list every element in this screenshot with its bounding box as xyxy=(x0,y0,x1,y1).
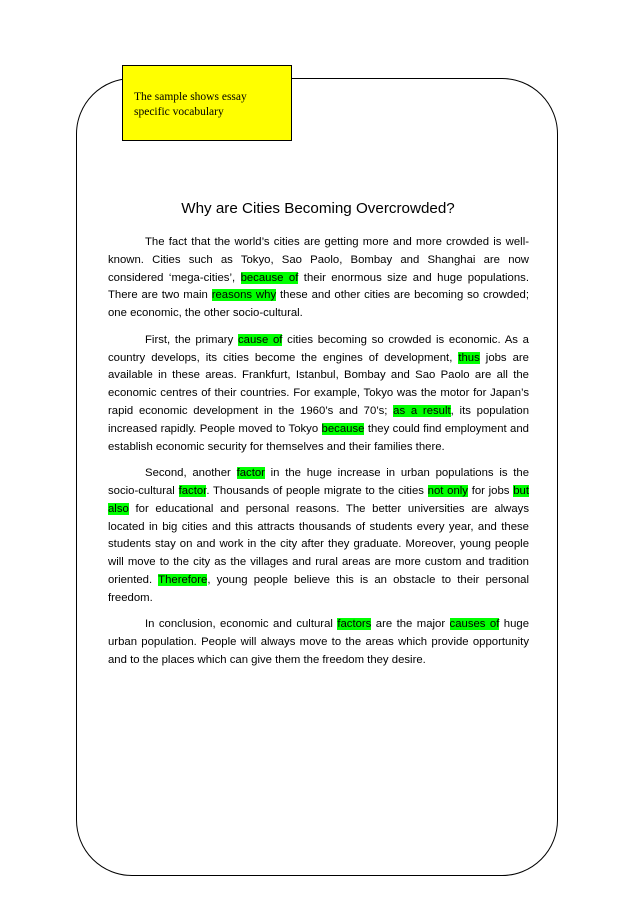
annotation-line-1: The sample shows essay xyxy=(134,91,247,103)
annotation-callout xyxy=(122,65,292,141)
highlighted-term: thus xyxy=(458,351,480,364)
highlighted-term: Therefore xyxy=(158,573,208,586)
text-run: cities becoming so crowded is economic. As a country develops, its cities become the engines of development, xyxy=(108,333,529,364)
essay-paragraph-intro xyxy=(108,234,529,323)
highlighted-term: not only xyxy=(427,484,468,497)
text-run: for jobs xyxy=(467,484,514,497)
highlighted-term: as a result xyxy=(393,404,451,417)
text-run: , young people believe this is an obstacle to their personal freedom. xyxy=(108,573,530,604)
essay-paragraph-conclusion xyxy=(108,616,529,669)
text-run: in the huge increase in urban populations is the socio-cultural xyxy=(108,467,530,497)
text-run: Second, another xyxy=(145,467,237,480)
text-run: their enormous size and huge populations. There are two main xyxy=(108,271,529,302)
text-run: jobs are available in these areas. Frankfurt, Istanbul, Bombay and Sao Paolo are all the economic centres of their countries. For example, Tokyo was the motor for Japan’s rapid economic development in the 1960’s and 70’s; xyxy=(108,351,529,417)
text-run: , its population increased rapidly. People moved to Tokyo xyxy=(108,404,529,435)
text-run: they could find employment and establish economic security for themselves and their families there. xyxy=(108,422,529,453)
highlighted-term: because of xyxy=(240,271,299,284)
highlighted-term: factor xyxy=(236,467,265,480)
annotation-line-2: specific vocabulary xyxy=(134,106,224,118)
essay-paragraph-sociocultural xyxy=(108,465,529,607)
highlighted-term: but also xyxy=(108,484,529,515)
highlighted-term: reasons why xyxy=(211,289,277,302)
essay-body xyxy=(108,234,529,679)
highlighted-term: causes of xyxy=(449,618,500,631)
highlighted-term: cause of xyxy=(237,333,283,346)
text-run: First, the primary xyxy=(145,333,238,346)
highlighted-term: factor xyxy=(178,484,207,497)
essay-title: Why are Cities Becoming Overcrowded? xyxy=(181,200,455,217)
text-run: huge urban population. People will always move to the areas which provide opportunity and to the places which can give them the freedom they desire. xyxy=(108,618,530,666)
highlighted-term: because xyxy=(321,422,365,435)
text-run: for educational and personal reasons. The better universities are always located in big cities and this attracts thousands of students every year, and these students stay on and work in the city after they graduate. Moreover, young people will move to the city as the villages and rural areas are more custom and tradition oriented. xyxy=(108,502,529,586)
essay-paragraph-economic xyxy=(108,332,529,457)
text-run: The fact that the world’s cities are getting more and more crowded is well-known. Cities such as Tokyo, Sao Paolo, Bombay and Shanghai are now considered ‘mega-cities’, xyxy=(108,236,529,284)
highlighted-term: factors xyxy=(337,618,372,631)
text-run: are the major xyxy=(371,618,450,631)
text-run: . Thousands of people migrate to the cities xyxy=(206,484,428,497)
text-run: these and other cities are becoming so crowded; one economic, the other socio-cultural. xyxy=(108,289,529,320)
text-run: In conclusion, economic and cultural xyxy=(145,618,338,631)
